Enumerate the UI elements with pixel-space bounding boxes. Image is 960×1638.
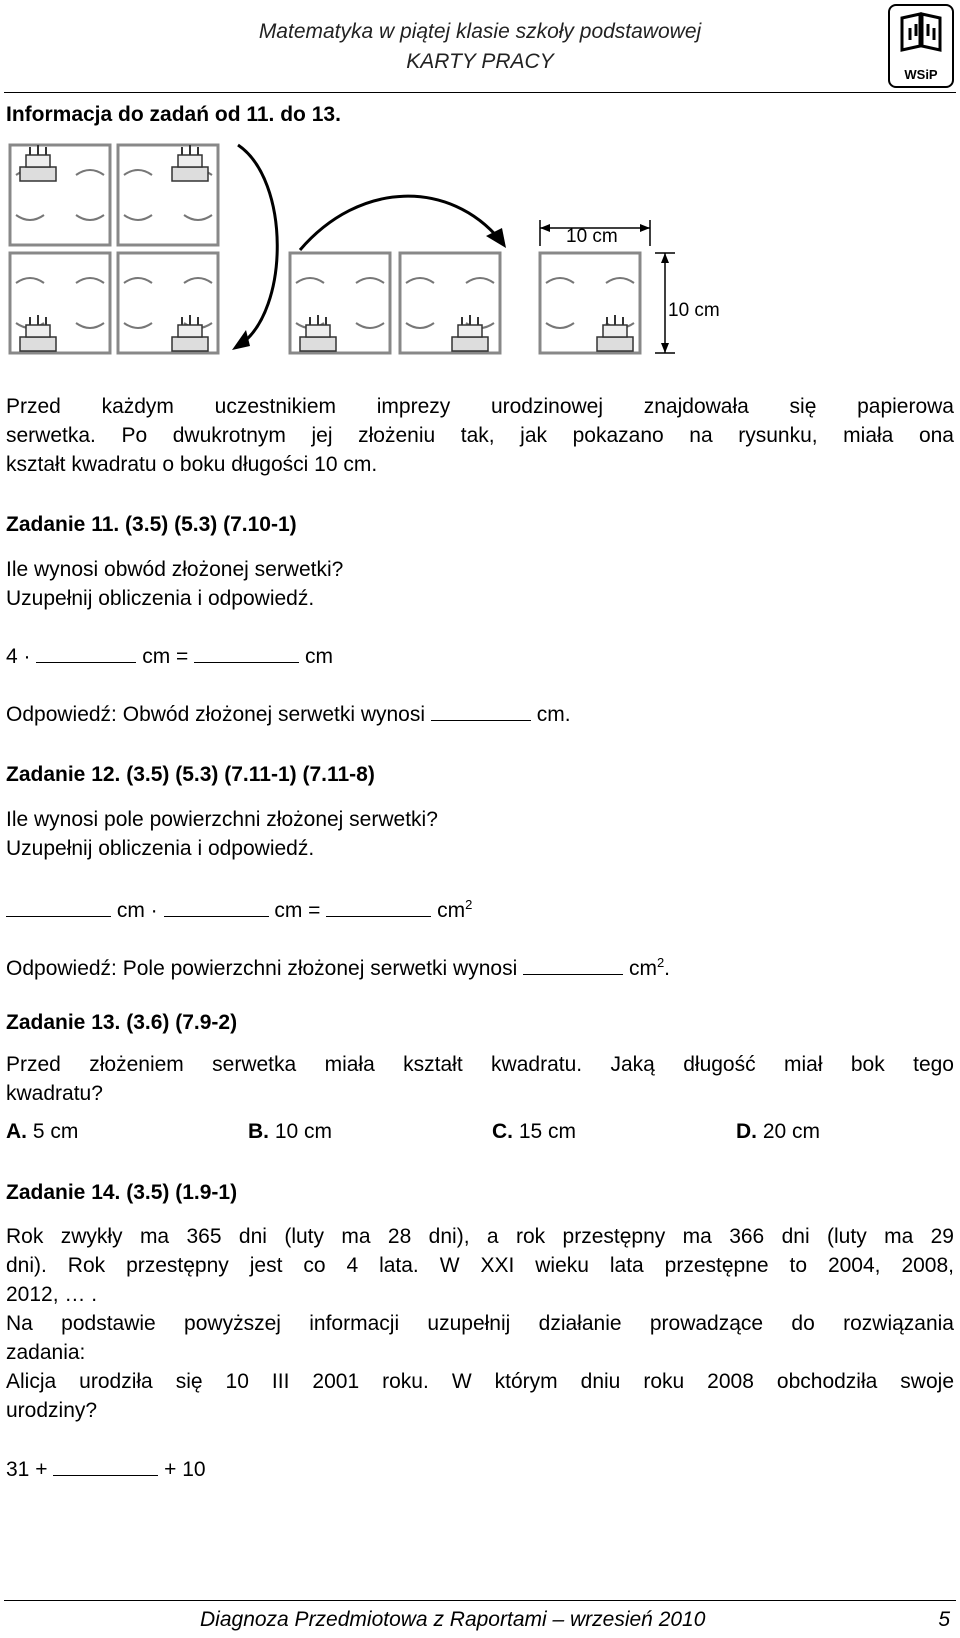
header-karty-pracy: KARTY PRACY <box>406 50 554 73</box>
superscript: 2 <box>465 897 473 912</box>
option-text: 10 cm <box>274 1120 333 1143</box>
calc-text: 4 · <box>6 645 31 668</box>
task-13-title: Zadanie 13. (3.6) (7.9-2) <box>6 1011 238 1034</box>
intro-line-2: serwetka. Po dwukrotnym jej złożeniu tak, jak pokazano na rysunku, miała ona <box>6 424 954 447</box>
task-12-question: Ile wynosi pole powierzchni złożonej serwetki? <box>6 808 438 831</box>
option-d[interactable] <box>736 1120 820 1144</box>
blank-factor-1[interactable] <box>6 896 111 917</box>
info-heading: Informacja do zadań od 11. do 13. <box>6 103 341 126</box>
option-label: D. <box>736 1120 757 1143</box>
option-text: 5 cm <box>32 1120 79 1143</box>
header-rule <box>4 92 956 93</box>
task-14-calculation <box>6 1455 206 1484</box>
task-14-line-1: Rok zwykły ma 365 dni (luty ma 28 dni), a rok przestępny ma 366 dni (luty ma 29 <box>6 1225 954 1248</box>
task-11-instruction: Uzupełnij obliczenia i odpowiedź. <box>6 587 315 610</box>
footer-text: Diagnoza Przedmiotowa z Raportami – wrzesień 2010 <box>200 1608 706 1631</box>
calc-unit: cm <box>437 899 466 922</box>
answer-end: . <box>664 957 671 980</box>
task-14-title: Zadanie 14. (3.5) (1.9-1) <box>6 1181 238 1204</box>
calc-text: cm · <box>116 899 158 922</box>
napkin-folding-figure <box>0 140 700 375</box>
option-label: C. <box>492 1120 513 1143</box>
option-label: B. <box>248 1120 269 1143</box>
page-number: 5 <box>938 1608 950 1631</box>
task-14-line-3: 2012, … . <box>6 1283 98 1306</box>
task-13-question-1: Przed złożeniem serwetka miała kształt kwadratu. Jaką długość miał bok tego <box>6 1053 954 1076</box>
intro-line-3: kształt kwadratu o boku długości 10 cm. <box>6 453 378 476</box>
calc-text: 31 + <box>6 1458 48 1481</box>
wsip-logo <box>888 4 954 88</box>
task-11-title: Zadanie 11. (3.5) (5.3) (7.10-1) <box>6 513 297 536</box>
task-12-answer <box>6 948 670 983</box>
option-label: A. <box>6 1120 27 1143</box>
option-b[interactable] <box>248 1120 332 1144</box>
task-14-line-4: Na podstawie powyższej informacji uzupełnij działanie prowadzące do rozwiązania <box>6 1312 954 1335</box>
half-folded-napkin <box>290 253 500 353</box>
blank-answer[interactable] <box>523 954 623 975</box>
blank-factor-2[interactable] <box>164 896 269 917</box>
task-11-question: Ile wynosi obwód złożonej serwetki? <box>6 558 344 581</box>
calc-text: cm = <box>142 645 189 668</box>
blank-area[interactable] <box>326 896 431 917</box>
superscript: 2 <box>656 955 665 970</box>
calc-text: + 10 <box>164 1458 206 1481</box>
answer-text: Odpowiedź: Obwód złożonej serwetki wynosi <box>6 703 426 726</box>
task-14-line-7: urodziny? <box>6 1399 98 1422</box>
option-c[interactable] <box>492 1120 576 1144</box>
task-11-calculation <box>6 642 333 671</box>
unfolded-napkin <box>10 145 218 353</box>
option-text: 15 cm <box>518 1120 577 1143</box>
task-14-line-2: dni). Rok przestępny jest co 4 lata. W XXI wieku lata przestępne to 2004, 2008, <box>6 1254 954 1277</box>
blank-days[interactable] <box>53 1455 158 1476</box>
option-a[interactable] <box>6 1120 78 1144</box>
answer-unit: cm. <box>536 703 571 726</box>
calc-text: cm <box>304 645 333 668</box>
task-11-answer <box>6 700 571 729</box>
task-13-question-2: kwadratu? <box>6 1082 103 1105</box>
task-12-title: Zadanie 12. (3.5) (5.3) (7.11-1) (7.11-8) <box>6 763 375 786</box>
blank-answer[interactable] <box>431 700 531 721</box>
task-12-calculation <box>6 890 472 925</box>
logo-text: WSiP <box>904 67 938 82</box>
calc-text: cm = <box>274 899 321 922</box>
footer-rule <box>4 1600 956 1601</box>
blank-side[interactable] <box>36 642 136 663</box>
answer-text: Odpowiedź: Pole powierzchni złożonej serwetki wynosi <box>6 957 518 980</box>
header-subject: Matematyka w piątej klasie szkoły podstawowej <box>258 20 702 43</box>
intro-line-1: Przed każdym uczestnikiem imprezy urodzinowej znajdowała się papierowa <box>6 395 954 418</box>
option-text: 20 cm <box>762 1120 821 1143</box>
task-14-line-6: Alicja urodziła się 10 III 2001 roku. W którym dniu roku 2008 obchodziła swoje <box>6 1370 954 1393</box>
book-icon <box>890 6 952 62</box>
task-12-instruction: Uzupełnij obliczenia i odpowiedź. <box>6 837 315 860</box>
answer-unit: cm <box>628 957 657 980</box>
dimension-label-top: 10 cm <box>566 226 618 247</box>
folded-square-napkin <box>540 253 640 353</box>
dimension-label-side: 10 cm <box>668 300 720 321</box>
blank-result[interactable] <box>194 642 299 663</box>
task-14-line-5: zadania: <box>6 1341 86 1364</box>
